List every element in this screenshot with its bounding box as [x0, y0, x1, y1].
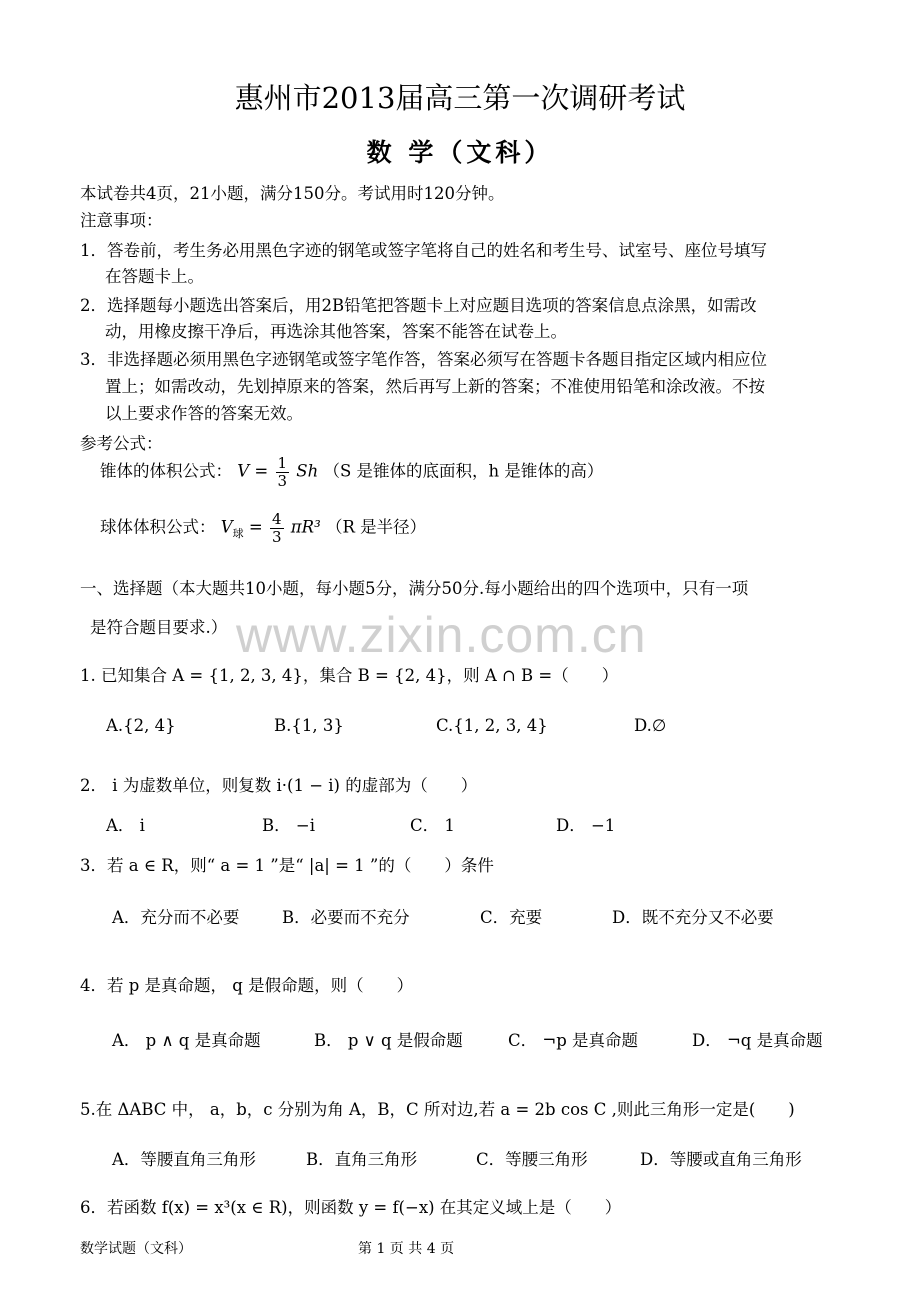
exam-intro: 本试卷共4页，21小题，满分150分。考试用时120分钟。 — [80, 184, 505, 203]
formula-note: （R 是半径） — [325, 517, 427, 537]
question-4-option-d: D． ¬q 是真命题 — [692, 1031, 823, 1050]
question-5-option-b: B．直角三角形 — [306, 1150, 418, 1169]
fraction — [270, 511, 284, 545]
denominator: 3 — [277, 471, 288, 490]
question-5-option-d: D．等腰或直角三角形 — [640, 1150, 802, 1169]
question-5-option-a: A．等腰直角三角形 — [112, 1150, 256, 1169]
question-1-option-a: A.{2, 4} — [106, 716, 176, 735]
fraction — [276, 455, 290, 489]
section-1-heading-line-1: 一、选择题（本大题共10小题，每小题5分，满分50分.每小题给出的四个选项中，只有一项 — [80, 579, 749, 598]
question-4-option-b: B． p ∨ q 是假命题 — [314, 1031, 463, 1050]
question-6-stem: 6．若函数 f(x) = x³(x ∈ R)，则函数 y = f(−x) 在其定义域上是（ ） — [80, 1198, 622, 1217]
question-1-option-b: B.{1, 3} — [274, 716, 344, 735]
question-3-option-c: C．充要 — [480, 908, 543, 927]
formula-eq: = — [248, 517, 263, 537]
formula-subscript: 球 — [232, 526, 244, 540]
question-2-option-c: C． 1 — [410, 816, 455, 835]
note-1-line-1: 1．答卷前，考生务必用黑色字迹的钢笔或签字笔将自己的姓名和考生号、试室号、座位号填写 — [80, 241, 767, 260]
note-1-line-2: 在答题卡上。 — [105, 267, 204, 286]
question-3-option-b: B．必要而不充分 — [282, 908, 410, 927]
question-2-option-b: B． −i — [262, 816, 315, 835]
exam-title: 惠州市2013届高三第一次调研考试 — [234, 81, 686, 115]
note-2-line-1: 2．选择题每小题选出答案后，用2B铅笔把答题卡上对应题目选项的答案信息点涂黑，如需改 — [80, 296, 757, 315]
cone-volume-formula — [100, 455, 603, 489]
question-2-option-d: D． −1 — [556, 816, 616, 835]
formula-label: 球体体积公式： — [100, 517, 216, 537]
formula-lhs: V = — [237, 461, 269, 481]
question-3-option-d: D．既不充分又不必要 — [612, 908, 774, 927]
question-3-option-a: A．充分而不必要 — [112, 908, 240, 927]
formula-rhs: Sh — [296, 461, 319, 481]
numerator: 1 — [277, 454, 288, 472]
question-2-stem: 2． i 为虚数单位，则复数 i·(1 − i) 的虚部为（ ） — [80, 776, 478, 795]
numerator: 4 — [272, 510, 282, 528]
watermark: www.zixin.com.cn — [236, 607, 647, 663]
sphere-volume-formula — [100, 511, 426, 545]
footer-subject: 数学试题（文科） — [80, 1241, 192, 1257]
question-4-option-a: A． p ∧ q 是真命题 — [112, 1031, 261, 1050]
question-1-option-d: D.∅ — [634, 716, 667, 735]
section-1-heading-line-2: 是符合题目要求.） — [90, 618, 228, 637]
formula-lhs: V — [220, 517, 233, 537]
question-1-stem: 1. 已知集合 A = {1, 2, 3, 4}，集合 B = {2, 4}，则 A ∩ B =（ ） — [80, 666, 619, 685]
question-5-option-c: C．等腰三角形 — [476, 1150, 588, 1169]
note-3-line-1: 3．非选择题必须用黑色字迹钢笔或签字笔作答，答案必须写在答题卡各题目指定区域内相应位 — [80, 350, 767, 369]
note-3-line-2: 置上；如需改动，先划掉原来的答案，然后再写上新的答案；不准使用铅笔和涂改液。不按 — [105, 377, 765, 396]
notice-heading: 注意事项： — [80, 211, 163, 230]
question-2-option-a: A． i — [106, 816, 145, 835]
denominator: 3 — [272, 527, 282, 546]
footer-page-number: 第 1 页 共 4 页 — [358, 1241, 455, 1257]
exam-subtitle: 数 学（文科） — [366, 138, 554, 167]
note-3-line-3: 以上要求作答的答案无效。 — [105, 404, 303, 423]
formula-note: （S 是锥体的底面积，h 是锥体的高） — [323, 461, 604, 481]
question-1-option-c: C.{1, 2, 3, 4} — [436, 716, 548, 735]
question-5-stem: 5.在 ΔABC 中， a，b，c 分别为角 A，B，C 所对边,若 a = 2b cos C ,则此三角形一定是( ) — [80, 1100, 795, 1119]
formula-label: 锥体的体积公式： — [100, 461, 232, 481]
note-2-line-2: 动，用橡皮擦干净后，再选涂其他答案，答案不能答在试卷上。 — [105, 322, 567, 341]
formula-rhs: πR³ — [290, 517, 321, 537]
formulas-heading: 参考公式： — [80, 434, 163, 453]
question-4-option-c: C． ¬p 是真命题 — [508, 1031, 639, 1050]
question-3-stem: 3．若 a ∈ R，则“ a = 1 ”是“ |a| = 1 ”的（ ）条件 — [80, 856, 494, 875]
question-4-stem: 4．若 p 是真命题， q 是假命题，则（ ） — [80, 976, 414, 995]
